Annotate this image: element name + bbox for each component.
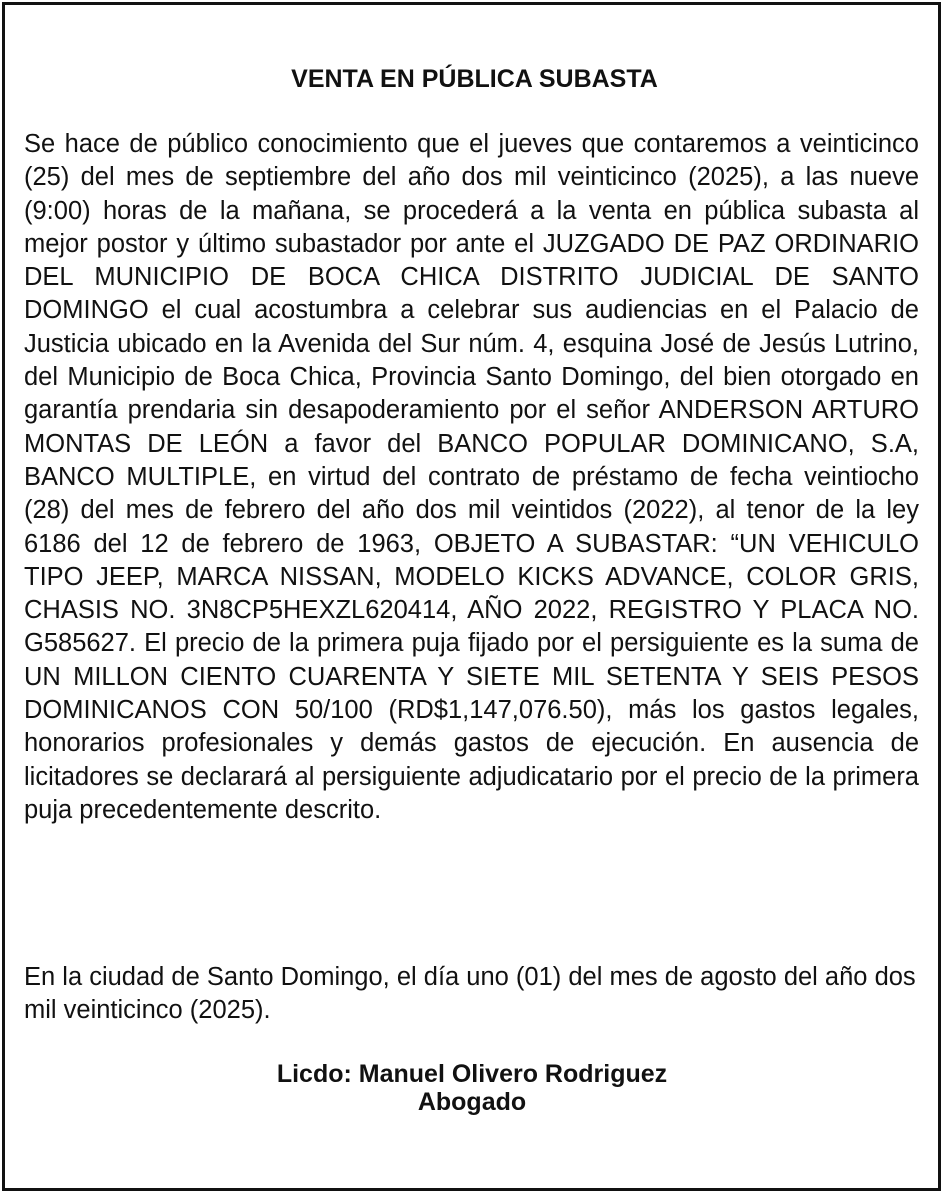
signature-role: Abogado	[417, 1088, 527, 1116]
notice-body-paragraph: Se hace de público conocimiento que el jueves que contaremos a veinticinco (25) del mes de septiembre del año dos mil veinticinco (2025), a las nueve (9:00) horas de la mañana, se procederá a la venta en pública subasta al mejor postor y último subastador por ante el JUZGADO DE PAZ ORDINARIO DEL MUNICIPIO DE BOCA CHICA DISTRITO JUDICIAL DE SANTO DOMINGO el cual acostumbra a celebrar sus audiencias en el Palacio de Justicia ubicado en la Avenida del Sur núm. 4, esquina José de Jesús Lutrino, del Municipio de Boca Chica, Provincia Santo Domingo, del bien otorgado en garantía prendaria sin desapoderamiento por el señor ANDERSON ARTURO MONTAS DE LEÓN a favor del BANCO POPULAR DOMINICANO, S.A, BANCO MULTIPLE, en virtud del contrato de préstamo de fecha veintiocho (28) del mes de febrero del año dos mil veintidos (2022), al tenor de la ley 6186 del 12 de febrero de 1963, OBJETO A SUBASTAR: “UN VEHICULO TIPO JEEP, MARCA NISSAN, MODELO KICKS ADVANCE, COLOR GRIS, CHASIS NO. 3N8CP5HEXZL620414, AÑO 2022, REGISTRO Y PLACA NO. G585627. El precio de la primera puja fijado por el persiguiente es la suma de UN MILLON CIENTO CUARENTA Y SIETE MIL SETENTA Y SEIS PESOS DOMINICANOS CON 50/100 (RD$1,147,076.50), más los gastos legales, honorarios profesionales y demás gastos de ejecución. En ausencia de licitadores se declarará al persiguiente adjudicatario por el precio de la primera puja precedentemente descrito.	[24, 130, 919, 824]
signature-block	[0, 1060, 944, 1116]
signature-name: Licdo: Manuel Olivero Rodriguez	[276, 1060, 668, 1088]
notice-closing-paragraph: En la ciudad de Santo Domingo, el día uno (01) del mes de agosto del año dos mil veinticinco (2025).	[24, 963, 916, 1025]
notice-title: VENTA EN PÚBLICA SUBASTA	[291, 65, 658, 93]
